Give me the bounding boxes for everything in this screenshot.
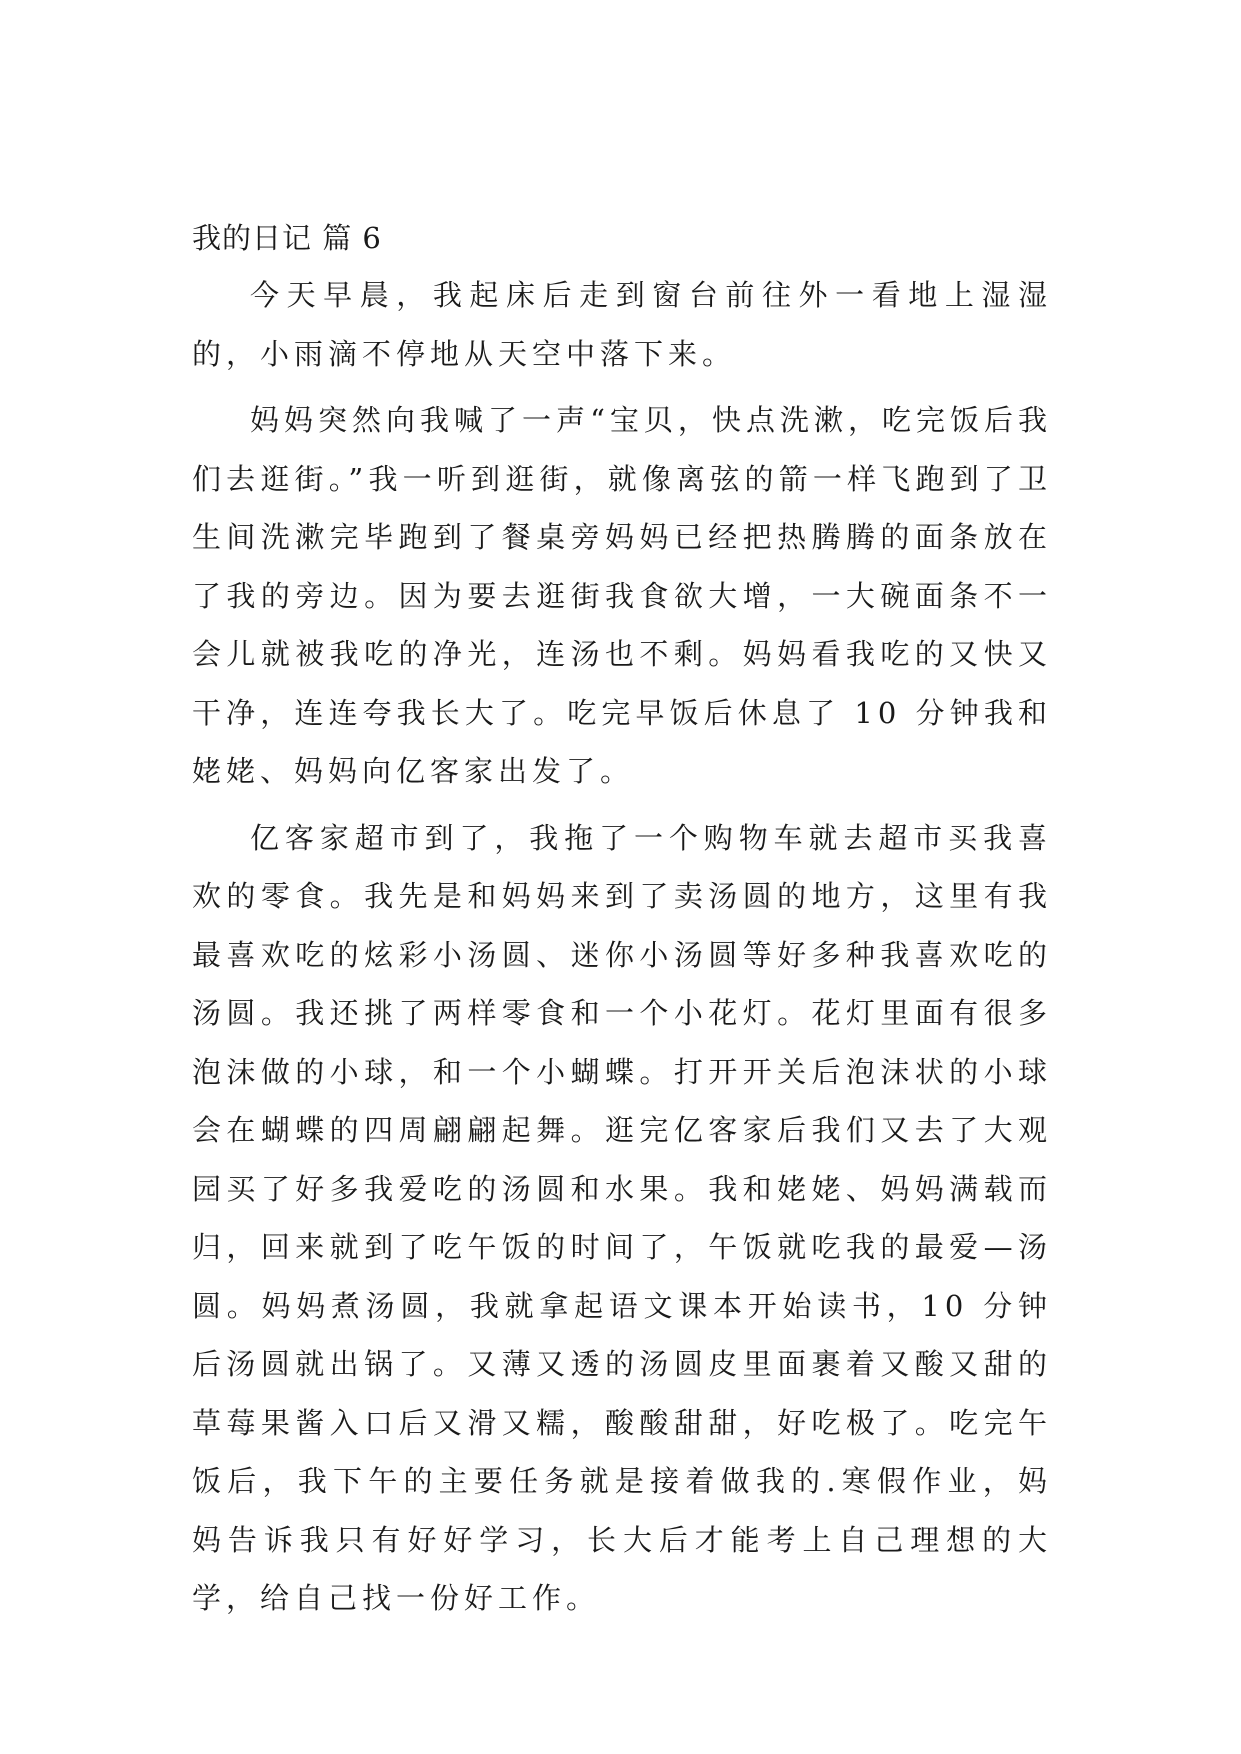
document-title: 我的日记 篇 6 <box>192 221 382 255</box>
paragraph-1: 今天早晨，我起床后走到窗台前往外一看地上湿湿的，小雨滴不停地从天空中落下来。 <box>192 278 1052 371</box>
document-body <box>192 218 1052 1636</box>
paragraph-2: 妈妈突然向我喊了一声“宝贝，快点洗漱，吃完饭后我们去逛街。”我一听到逛街，就像离弦的箭一样飞跑到了卫生间洗漱完毕跑到了餐桌旁妈妈已经把热腾腾的面条放在了我的旁边。因为要去逛街我食欲大增，一大碗面条不一会儿就被我吃的净光，连汤也不剩。妈妈看我吃的又快又干净，连连夸我长大了。吃完早饭后休息了 10 分钟我和姥姥、妈妈向亿客家出发了。 <box>192 403 1052 788</box>
paragraph-3: 亿客家超市到了，我拖了一个购物车就去超市买我喜欢的零食。我先是和妈妈来到了卖汤圆的地方，这里有我最喜欢吃的炫彩小汤圆、迷你小汤圆等好多种我喜欢吃的汤圆。我还挑了两样零食和一个小花灯。花灯里面有很多泡沫做的小球，和一个小蝴蝶。打开开关后泡沫状的小球会在蝴蝶的四周翩翩起舞。逛完亿客家后我们又去了大观园买了好多我爱吃的汤圆和水果。我和姥姥、妈妈满载而归，回来就到了吃午饭的时间了，午饭就吃我的最爱—汤圆。妈妈煮汤圆，我就拿起语文课本开始读书，10 分钟后汤圆就出锅了。又薄又透的汤圆皮里面裹着又酸又甜的草莓果酱入口后又滑又糯，酸酸甜甜，好吃极了。吃完午饭后，我下午的主要任务就是接着做我的.寒假作业，妈妈告诉我只有好好学习，长大后才能考上自己理想的大学，给自己找一份好工作。 <box>192 820 1052 1615</box>
